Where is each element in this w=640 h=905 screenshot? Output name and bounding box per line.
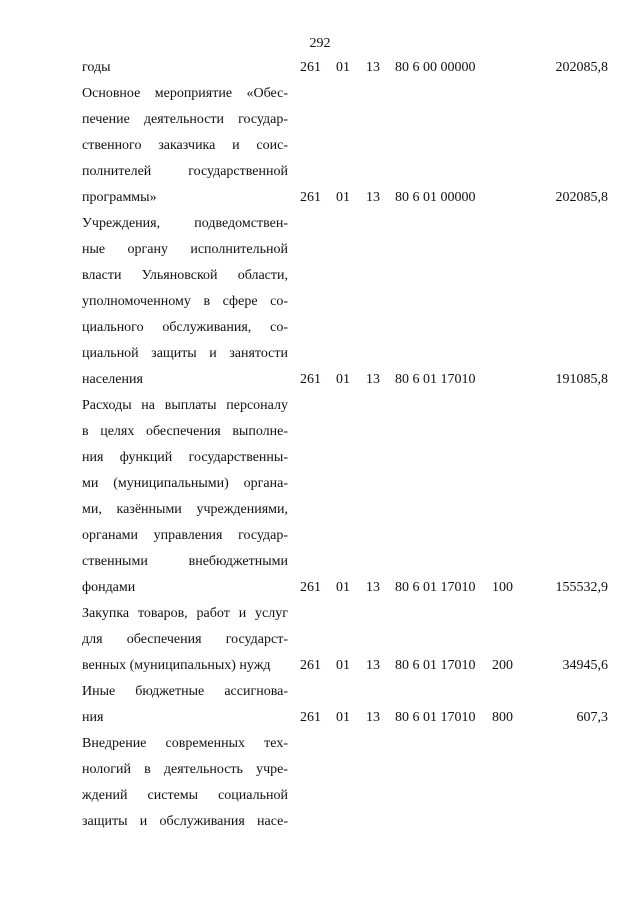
code-expense-type: 100 <box>492 580 513 595</box>
row-description <box>82 393 288 601</box>
description-line: органами управления государ- <box>82 528 288 543</box>
description-line: защиты и обслуживания насе- <box>82 814 288 829</box>
page-number: 292 <box>309 36 331 51</box>
table-row <box>0 679 640 731</box>
description-line: полнителей государственной <box>82 164 288 179</box>
code-podrazdel: 13 <box>366 710 380 725</box>
description-line: венных (муниципальных) нужд <box>82 658 271 673</box>
amount: 34945,6 <box>562 658 608 673</box>
code-ved: 261 <box>300 60 321 75</box>
code-expense-type: 800 <box>492 710 513 725</box>
code-podrazdel: 13 <box>366 580 380 595</box>
description-line: годы <box>82 60 111 75</box>
code-expense-type: 200 <box>492 658 513 673</box>
table-row <box>0 211 640 393</box>
description-line: Закупка товаров, работ и услуг <box>82 606 288 621</box>
description-line: программы» <box>82 190 157 205</box>
description-line: ми, казёнными учреждениями, <box>82 502 288 517</box>
code-razdel: 01 <box>336 190 350 205</box>
amount: 202085,8 <box>555 190 608 205</box>
code-ved: 261 <box>300 190 321 205</box>
code-podrazdel: 13 <box>366 60 380 75</box>
description-line: ждений системы социальной <box>82 788 288 803</box>
code-podrazdel: 13 <box>366 658 380 673</box>
amount: 191085,8 <box>555 372 608 387</box>
code-ved: 261 <box>300 658 321 673</box>
code-ved: 261 <box>300 372 321 387</box>
amount: 202085,8 <box>555 60 608 75</box>
code-podrazdel: 13 <box>366 190 380 205</box>
code-razdel: 01 <box>336 580 350 595</box>
row-description <box>82 679 288 731</box>
code-target-article: 80 6 01 17010 <box>395 710 476 725</box>
table-row <box>0 601 640 679</box>
description-line: циальной защиты и занятости <box>82 346 288 361</box>
description-line: Иные бюджетные ассигнова- <box>82 684 288 699</box>
code-razdel: 01 <box>336 60 350 75</box>
row-description <box>82 81 288 211</box>
row-description <box>82 211 288 393</box>
description-line: фондами <box>82 580 136 595</box>
description-line: власти Ульяновской области, <box>82 268 288 283</box>
code-target-article: 80 6 01 00000 <box>395 190 476 205</box>
code-target-article: 80 6 01 17010 <box>395 658 476 673</box>
row-description <box>82 601 288 679</box>
description-line: для обеспечения государст- <box>82 632 288 647</box>
description-line: ми (муниципальными) органа- <box>82 476 288 491</box>
code-target-article: 80 6 01 17010 <box>395 580 476 595</box>
code-ved: 261 <box>300 710 321 725</box>
description-line: в целях обеспечения выполне- <box>82 424 288 439</box>
description-line: Основное мероприятие «Обес- <box>82 86 288 101</box>
table-row <box>0 81 640 211</box>
code-podrazdel: 13 <box>366 372 380 387</box>
code-razdel: 01 <box>336 372 350 387</box>
amount: 155532,9 <box>555 580 608 595</box>
description-line: Учреждения, подведомствен- <box>82 216 288 231</box>
table-row <box>0 393 640 601</box>
code-target-article: 80 6 00 00000 <box>395 60 476 75</box>
amount: 607,3 <box>576 710 608 725</box>
description-line: населения <box>82 372 143 387</box>
description-line: уполномоченному в сфере со- <box>82 294 288 309</box>
table-row <box>0 55 640 81</box>
description-line: ния функций государственны- <box>82 450 288 465</box>
code-razdel: 01 <box>336 710 350 725</box>
code-ved: 261 <box>300 580 321 595</box>
row-description <box>82 731 288 835</box>
description-line: Внедрение современных тех- <box>82 736 288 751</box>
code-razdel: 01 <box>336 658 350 673</box>
description-line: печение деятельности государ- <box>82 112 288 127</box>
description-line: ные органу исполнительной <box>82 242 288 257</box>
table-row <box>0 731 640 835</box>
description-line: ственными внебюджетными <box>82 554 288 569</box>
code-target-article: 80 6 01 17010 <box>395 372 476 387</box>
description-line: нологий в деятельность учре- <box>82 762 288 777</box>
description-line: циального обслуживания, со- <box>82 320 288 335</box>
description-line: ния <box>82 710 104 725</box>
row-description <box>82 55 288 81</box>
description-line: Расходы на выплаты персоналу <box>82 398 288 413</box>
description-line: ственного заказчика и соис- <box>82 138 288 153</box>
